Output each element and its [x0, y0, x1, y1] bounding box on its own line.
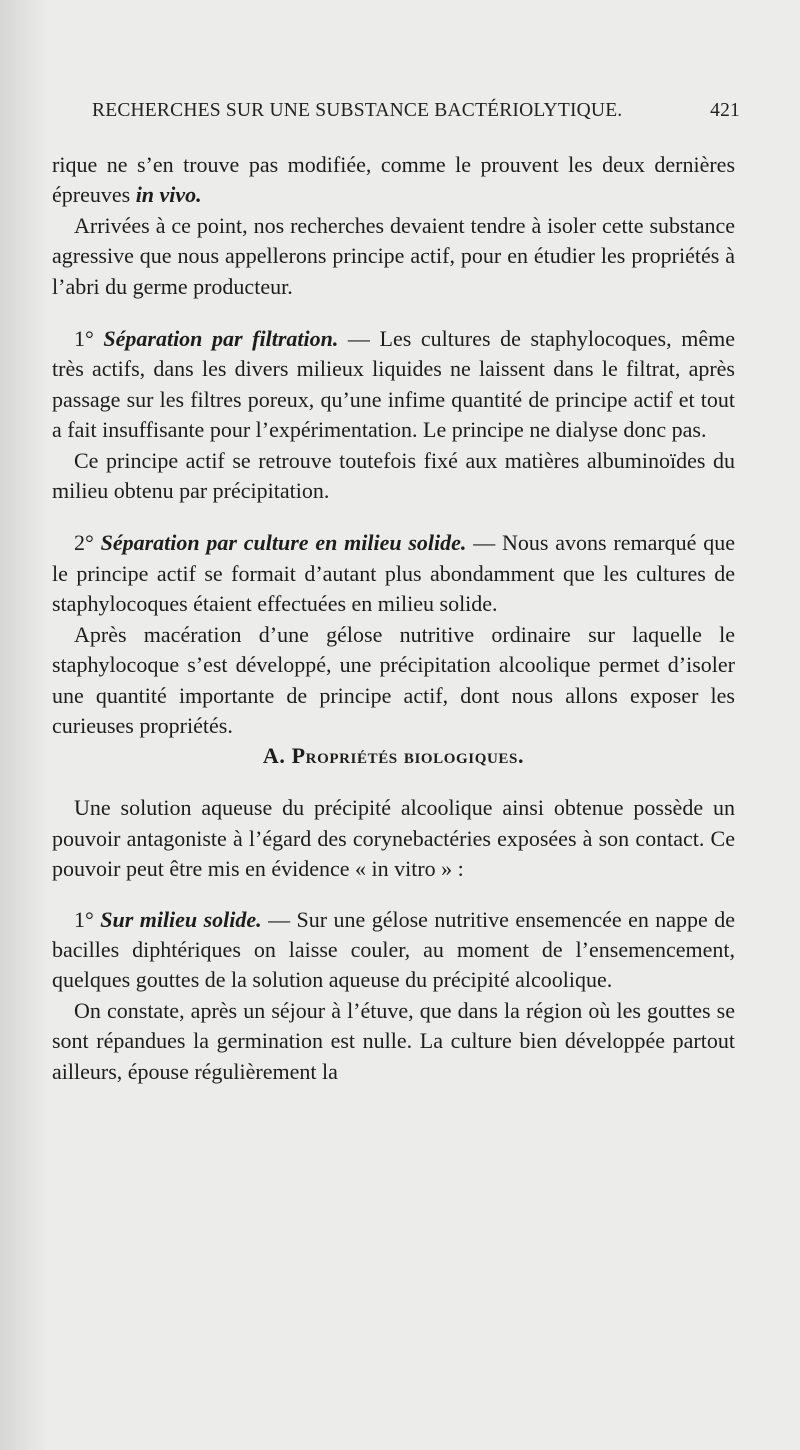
- paragraph-albuminoides: Ce principe actif se retrouve toutefois fixé aux matières albuminoïdes du milieu obtenu par précipitation.: [52, 447, 735, 504]
- section-heading-proprietes: A. Propriétés biologiques.: [262, 743, 525, 769]
- paragraph-filtration: [52, 324, 735, 446]
- paragraph-etuve: On constate, après un séjour à l’étuve, que dans la région où les gouttes se sont répandues la germination est nulle. La culture bien développée partout ailleurs, épouse régulièrement la: [52, 997, 735, 1084]
- page-edge-shadow: [0, 0, 48, 1450]
- paragraph-solution-aqueuse: Une solution aqueuse du précipité alcoolique ainsi obtenue possède un pouvoir antagoniste à l’égard des corynebactéries exposées à son contact. Ce pouvoir peut être mis en évidence « in vitro » :: [52, 795, 735, 882]
- paragraph-maceration: Après macération d’une gélose nutritive ordinaire sur laquelle le staphylocoque s’est développé, une précipitation alcoolique permet d’isoler une quantité importante de principe actif, dont nous allons exposer les curieuses propriétés.: [52, 621, 735, 738]
- running-head: [92, 100, 740, 130]
- body-text: [52, 150, 735, 1087]
- subsection-title-filtration: Séparation par filtration.: [103, 326, 339, 352]
- paragraph-text: — Sur une gélose nutritive ensemencée en nappe de bacilles diphtériques on laisse couler, au moment de l’ensemencement, quelques gouttes de la solution aqueuse du précipité alcoolique.: [52, 906, 735, 993]
- paragraph-milieu-solide: [52, 905, 735, 996]
- section-number: 1°: [74, 906, 101, 932]
- emphasis-in-vivo: in vivo.: [135, 182, 202, 208]
- section-number: 1°: [74, 326, 104, 352]
- section-number: 2°: [74, 530, 101, 556]
- paragraph-text: rique ne s’en trouve pas modifiée, comme le prouvent les deux dernières épreuves: [52, 152, 735, 208]
- paragraph-continuation: [52, 150, 735, 211]
- running-title: RECHERCHES SUR UNE SUBSTANCE BACTÉRIOLYTIQUE.: [92, 100, 623, 121]
- paragraph-principe-actif: Arrivées à ce point, nos recherches devaient tendre à isoler cette substance agressive que nous appellerons principe actif, pour en étudier les propriétés à l’abri du germe producteur.: [52, 212, 735, 299]
- subsection-title-culture: Séparation par culture en milieu solide.: [100, 530, 467, 556]
- page-number: 421: [710, 100, 740, 121]
- paragraph-text: — Nous avons remarqué que le principe actif se formait d’autant plus abondamment que les cultures de staphylocoques étaient effectuées en milieu solide.: [52, 530, 735, 617]
- paragraph-culture-solide: [52, 528, 735, 619]
- subsection-title-milieu: Sur milieu solide.: [100, 906, 262, 932]
- paragraph-text: — Les cultures de staphylocoques, même très actifs, dans les divers milieux liquides ne laissent dans le filtrat, après passage sur les filtres poreux, qu’une infime quantité de principe actif et tout a fait insuffisante pour l’expérimentation. Le principe ne dialyse donc pas.: [52, 326, 735, 443]
